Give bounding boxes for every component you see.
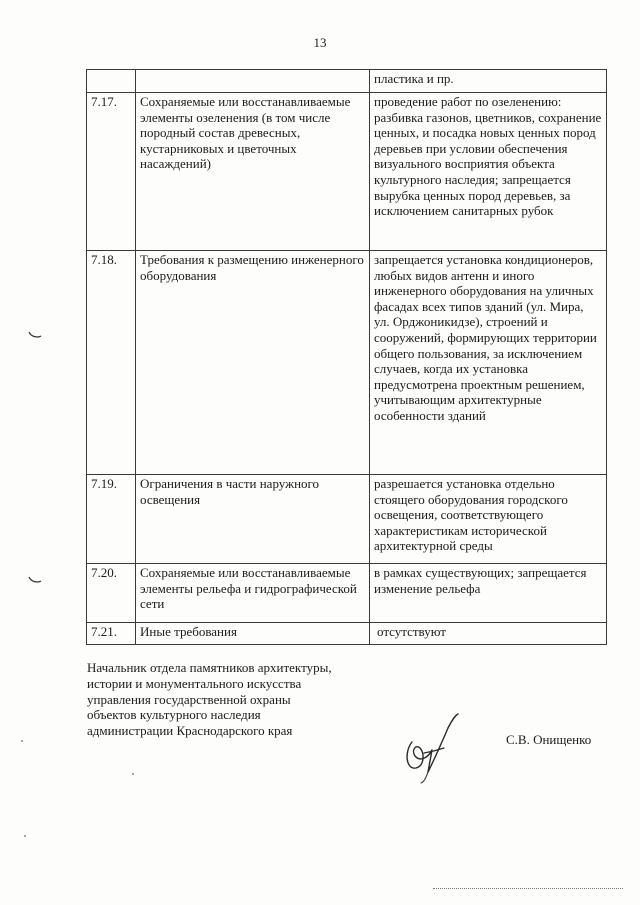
requirements-table: [86, 69, 607, 645]
punch-hole-mark: [28, 331, 42, 339]
table-row: [87, 623, 607, 645]
row-number: 7.21.: [87, 623, 136, 645]
signatory-title-line: Начальник отдела памятников архитектуры,: [87, 660, 332, 675]
table-row: [87, 251, 607, 475]
table-row: [87, 93, 607, 251]
row-requirement: проведение работ по озеленению: разбивка газонов, цветников, сохранение ценных, и посадка новых ценных пород деревьев при условии обеспечения визуального восприятия объекта культурного наследия; запрещается вырубка ценных пород деревьев, за исключением санитарных рубок: [370, 93, 607, 251]
row-name: Ограничения в части наружного освещения: [136, 475, 370, 564]
row-name: Иные требования: [136, 623, 370, 645]
scan-speck: [21, 740, 23, 742]
signatory-title-line: администрации Краснодарского края: [87, 723, 293, 739]
signer-name: С.В. Онищенко: [506, 732, 592, 747]
row-number: 7.20.: [87, 564, 136, 623]
row-requirement: пластика и пр.: [370, 70, 607, 93]
row-number: 7.18.: [87, 251, 136, 475]
row-number: 7.19.: [87, 475, 136, 564]
row-name: [136, 70, 370, 93]
scan-artifact-line: [433, 888, 623, 892]
table-row: [87, 475, 607, 564]
scan-speck: [132, 773, 134, 775]
row-name: Сохраняемые или восстанавливаемые элементы озеленения (в том числе породный состав древесных, кустарниковых и цветочных насаждений): [136, 93, 370, 251]
scan-speck: [24, 835, 26, 837]
table-row: [87, 70, 607, 93]
row-requirement: в рамках существующих; запрещается изменение рельефа: [370, 564, 607, 623]
row-name: Требования к размещению инженерного оборудования: [136, 251, 370, 475]
signatory-title-line: истории и монументального искусства: [87, 675, 302, 691]
row-requirement: отсутствуют: [370, 623, 607, 645]
page-number: 13: [313, 35, 327, 50]
row-name: Сохраняемые или восстанавливаемые элементы рельефа и гидрографической сети: [136, 564, 370, 623]
row-number: [87, 70, 136, 93]
signatory-title: [87, 660, 332, 739]
row-requirement: разрешается установка отдельно стоящего оборудования городского освещения, соответствующего характеристикам исторической архитектурной среды: [370, 475, 607, 564]
row-number: 7.17.: [87, 93, 136, 251]
row-requirement: запрещается установка кондиционеров, любых видов антенн и иного инженерного оборудования на уличных фасадах всех типов зданий (ул. Мира, ул. Орджоникидзе), строений и сооружений, формирующих территории общего пользования, за исключением случаев, когда их установка предусмотрена проектным решением, учитывающим архитектурные особенности зданий: [370, 251, 607, 475]
signatory-title-line: управления государственной охраны: [87, 691, 291, 707]
signatory-title-line: объектов культурного наследия: [87, 707, 261, 723]
handwritten-signature: [398, 712, 460, 784]
table-row: [87, 564, 607, 623]
punch-hole-mark: [28, 576, 42, 584]
